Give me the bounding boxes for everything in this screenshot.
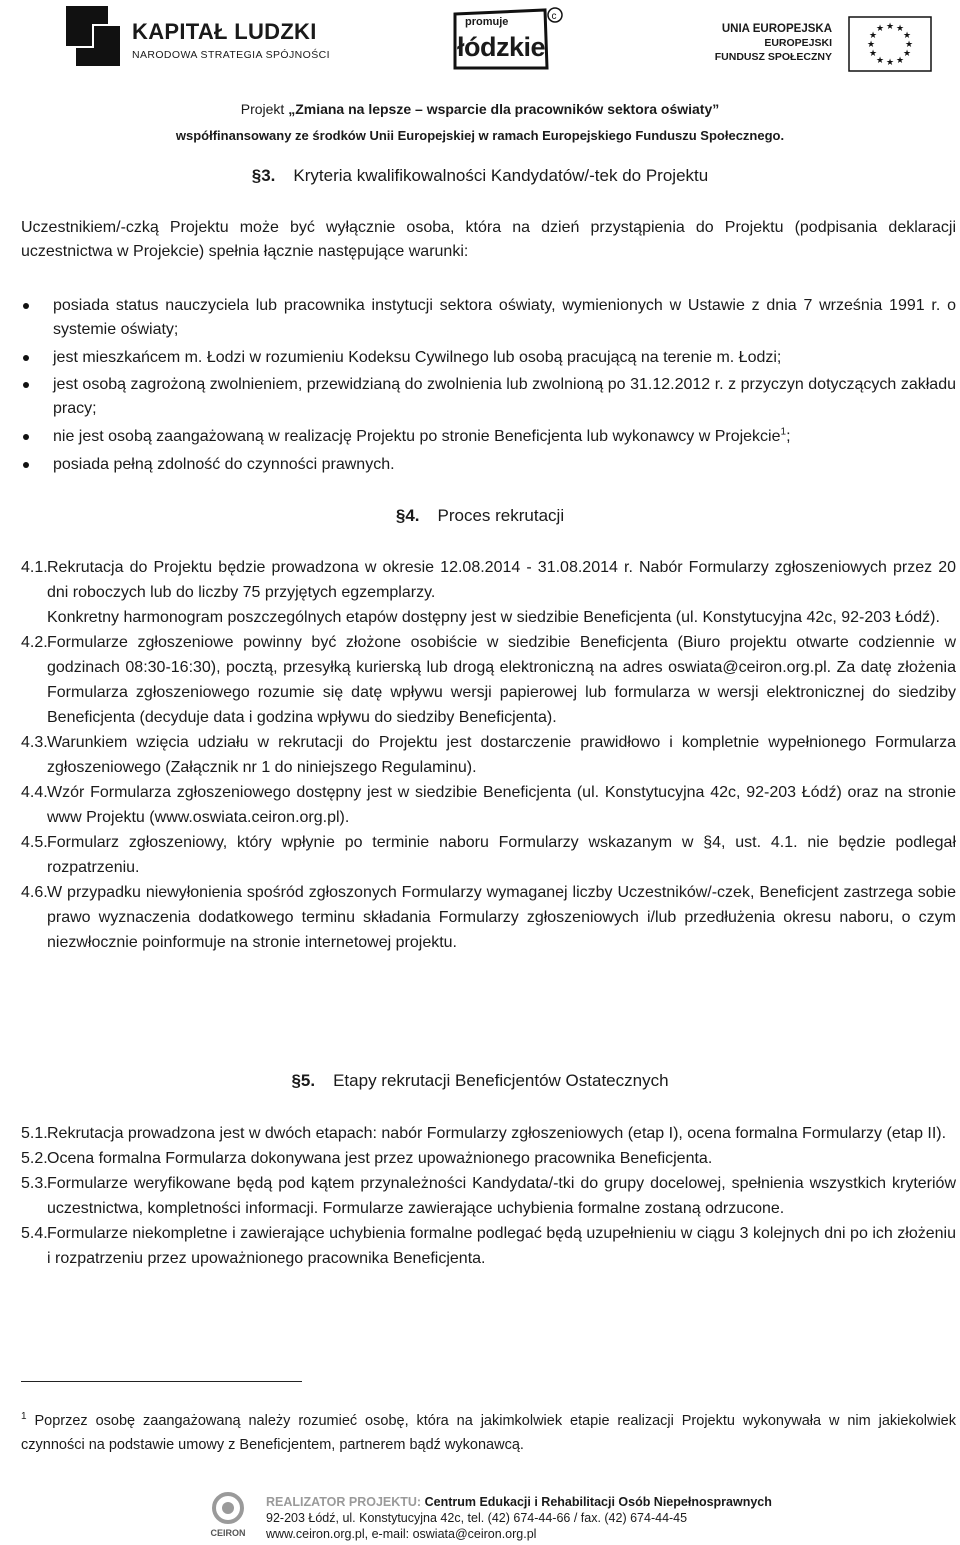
section-5-item [21, 1146, 956, 1171]
section-5-item [21, 1121, 956, 1146]
svg-text:★: ★ [904, 40, 914, 50]
section-5-heading [0, 1071, 960, 1091]
criteria-item-text: nie jest osobą zaangażowaną w realizację Projektu po stronie Beneficjenta lub wykonawcy w Projekcie [53, 428, 781, 445]
criteria-item-end: ; [786, 428, 791, 445]
footnote-number: 1 [21, 1411, 27, 1423]
section-5-list [21, 1121, 956, 1271]
criteria-item: posiada pełną zdolność do czynności prawnych. [21, 453, 956, 477]
kapital-ludzki-logo [62, 2, 362, 68]
ceiron-emblem-icon [193, 1490, 263, 1540]
criteria-item: jest mieszkańcem m. Łodzi w rozumieniu Kodeksu Cywilnego lub osobą pracującą na terenie m. Łodzi; [21, 346, 956, 370]
section-4-item [21, 730, 956, 780]
footer-address: 92-203 Łódź, ul. Konstytucyjna 42c, tel. (42) 674-44-66 / fax. (42) 674-44-45 [266, 1511, 688, 1525]
footer [266, 1494, 956, 1542]
eu-logo [714, 16, 934, 76]
svg-text:★: ★ [868, 49, 878, 59]
eu-logo-line1: UNIA EUROPEJSKA [721, 23, 832, 35]
section-4-item [21, 880, 956, 955]
item-text: Ocena formalna Formularza dokonywana jest przez upoważnionego pracownika Beneficjenta. [47, 1150, 713, 1167]
item-text: W przypadku niewyłonienia spośród zgłoszonych Formularzy wymaganej liczby Uczestników/-czek, Beneficjent zastrzega sobie prawo wyznaczenia dodatkowego terminu składania Formularzy zgłoszeniowych i/lub przedłużenia okresu naboru, o czym niezwłocznie poinformuje na stronie internetowej projektu. [47, 884, 956, 951]
project-title-line [0, 101, 960, 117]
item-text: Formularze niekompletne i zawierające uchybienia formalne podlegać będą uzupełnieniu w ciągu 3 kolejnych dni po ich złożeniu i rozpatrzeniu przez upoważnionego pracownika Beneficjenta. [47, 1225, 956, 1267]
item-text: Rekrutacja prowadzona jest w dwóch etapach: nabór Formularzy zgłoszeniowych (etap I), ocena formalna Formularzy (etap II). [47, 1125, 947, 1142]
svg-text:★: ★ [875, 56, 885, 66]
item-number: 4.1. [21, 559, 48, 576]
svg-text:★: ★ [895, 56, 905, 66]
kapital-ludzki-emblem-icon [62, 2, 122, 68]
svg-text:★: ★ [875, 24, 885, 34]
section-4-number: §4. [395, 506, 420, 525]
lodzkie-top-text: promuje [465, 16, 509, 28]
item-text: Wzór Formularza zgłoszeniowego dostępny jest w siedzibie Beneficjenta (ul. Konstytucyjna 42c, 92-203 Łódź) oraz na stronie www Projektu (www.oswiata.ceiron.org.pl). [47, 784, 956, 826]
footnote-divider [21, 1381, 302, 1382]
section-3-heading [0, 166, 960, 186]
section-4-item [21, 630, 956, 730]
section-5-title: Etapy rekrutacji Beneficjentów Ostatecznych [333, 1071, 669, 1090]
section-4-item [21, 780, 956, 830]
footnote [21, 1409, 956, 1457]
criteria-item: posiada status nauczyciela lub pracownika instytucji sektora oświaty, wymienionych w Ustawie z dnia 7 września 1991 r. o systemie oświaty; [21, 294, 956, 342]
svg-text:★: ★ [895, 24, 905, 34]
ceiron-logo-text: CEIRON [210, 1528, 246, 1538]
footer-web[interactable]: www.ceiron.org.pl, e-mail: oswiata@ceiron.org.pl [266, 1527, 537, 1541]
item-text: Warunkiem wzięcia udziału w rekrutacji do Projektu jest dostarczenie prawidłowo i kompletnie wypełnionego Formularza zgłoszeniowego (Załącznik nr 1 do niniejszego Regulaminu). [47, 734, 956, 776]
section-4-title: Proces rekrutacji [437, 506, 565, 525]
project-prefix: Projekt [240, 101, 289, 117]
section-3-number: §3. [251, 166, 276, 185]
eu-logo-text [714, 22, 832, 64]
item-number: 4.2. [21, 634, 48, 651]
lodzkie-logo [453, 6, 565, 72]
criteria-item [21, 425, 956, 449]
svg-text:★: ★ [902, 31, 912, 41]
footnote-text: Poprzez osobę zaangażowaną należy rozumieć osobę, która na jakimkolwiek etapie realizacji Projektu wykonywała w nim jakiekolwiek czynności na podstawie umowy z Beneficjentem, partnerem bądź wykonawcą. [21, 1413, 956, 1453]
section-4-heading [0, 506, 960, 526]
item-number: 5.2. [21, 1150, 48, 1167]
section-3-intro: Uczestnikiem/-czką Projektu może być wyłącznie osoba, która na dzień przystąpienia do Projektu (podpisania deklaracji uczestnictwa w Projekcie) spełnia łącznie następujące warunki: [21, 219, 956, 260]
section-3-title: Kryteria kwalifikowalności Kandydatów/-tek do Projektu [293, 166, 709, 185]
criteria-item: jest osobą zagrożoną zwolnieniem, przewidzianą do zwolnienia lub zwolnioną po 31.12.2012 r. z przyczyn dotyczących zakładu pracy; [21, 373, 956, 421]
cofinanced-line: współfinansowany ze środków Unii Europejskiej w ramach Europejskiego Funduszu Społecznego. [175, 128, 785, 143]
footer-realizator [266, 1494, 956, 1510]
item-number: 4.6. [21, 884, 48, 901]
item-text: Rekrutacja do Projektu będzie prowadzona w okresie 12.08.2014 - 31.08.2014 r. Nabór Formularzy zgłoszeniowych przez 20 dni roboczych lub do liczby 75 przyjętych egzemplarzy. [47, 559, 956, 601]
item-number: 4.4. [21, 784, 48, 801]
criteria-list [21, 294, 956, 477]
svg-text:★: ★ [868, 31, 878, 41]
eu-stars-flag-icon [848, 16, 932, 72]
footnote-ref[interactable]: 1 [780, 426, 787, 438]
section-5-item [21, 1171, 956, 1221]
item-text: Formularz zgłoszeniowy, który wpłynie po terminie naboru Formularzy wskazanym w §4, ust. 4.1. nie będzie podlegał rozpatrzeniu. [47, 834, 956, 876]
item-number: 5.3. [21, 1175, 48, 1192]
item-number: 4.5. [21, 834, 48, 851]
section-4-list [21, 555, 956, 955]
item-number: 4.3. [21, 734, 48, 751]
eu-logo-line2: EUROPEJSKI [764, 37, 832, 49]
item-text: Formularze zgłoszeniowe powinny być złożone osobiście w siedzibie Beneficjenta (Biuro projektu otwarte codziennie w godzinach 08:30-16:30), pocztą, przesyłką kurierską lub drogą elektroniczną na adres oswiata@ceiron.org.pl. Za datę złożenia Formularza zgłoszeniowego rozumie się datę wpływu wersji papierowej lub formularza w wersji elektronicznej do siedziby Beneficjenta (decyduje data i godzina wpływu do siedziby Beneficjenta). [47, 634, 956, 726]
item-text-2: Konkretny harmonogram poszczególnych etapów dostępny jest w siedzibie Beneficjenta (ul. Konstytucyjna 42c, 92-203 Łódź). [47, 609, 940, 626]
section-4-item [21, 830, 956, 880]
ceiron-logo [193, 1490, 263, 1540]
kapital-ludzki-title: KAPITAŁ LUDZKI [132, 19, 317, 44]
svg-text:★: ★ [885, 58, 895, 68]
lodzkie-main-text: łódzkie [457, 32, 546, 62]
item-text: Formularze weryfikowane będą pod kątem przynależności Kandydata/-tki do grupy docelowej, spełnienia wszystkich kryteriów uczestnictwa, kompletności informacji. Formularze zawierające uchybienia formalne zostaną odrzucone. [47, 1175, 956, 1217]
item-number: 5.1. [21, 1125, 48, 1142]
footer-realizator-label: REALIZATOR PROJEKTU: [266, 1495, 422, 1509]
svg-text:★: ★ [902, 49, 912, 59]
section-5-item [21, 1221, 956, 1271]
eu-logo-line3: FUNDUSZ SPOŁECZNY [714, 51, 832, 63]
footer-realizator-name: Centrum Edukacji i Rehabilitacji Osób Niepełnosprawnych [424, 1495, 772, 1509]
svg-text:★: ★ [885, 22, 895, 32]
section-4-item [21, 555, 956, 630]
svg-text:c: c [551, 11, 557, 22]
kapital-ludzki-subtitle: NARODOWA STRATEGIA SPÓJNOŚCI [132, 49, 330, 61]
section-5-number: §5. [291, 1071, 316, 1090]
project-title: „Zmiana na lepsze – wsparcie dla pracowników sektora oświaty” [288, 101, 720, 117]
item-number: 5.4. [21, 1225, 48, 1242]
svg-text:★: ★ [866, 40, 876, 50]
